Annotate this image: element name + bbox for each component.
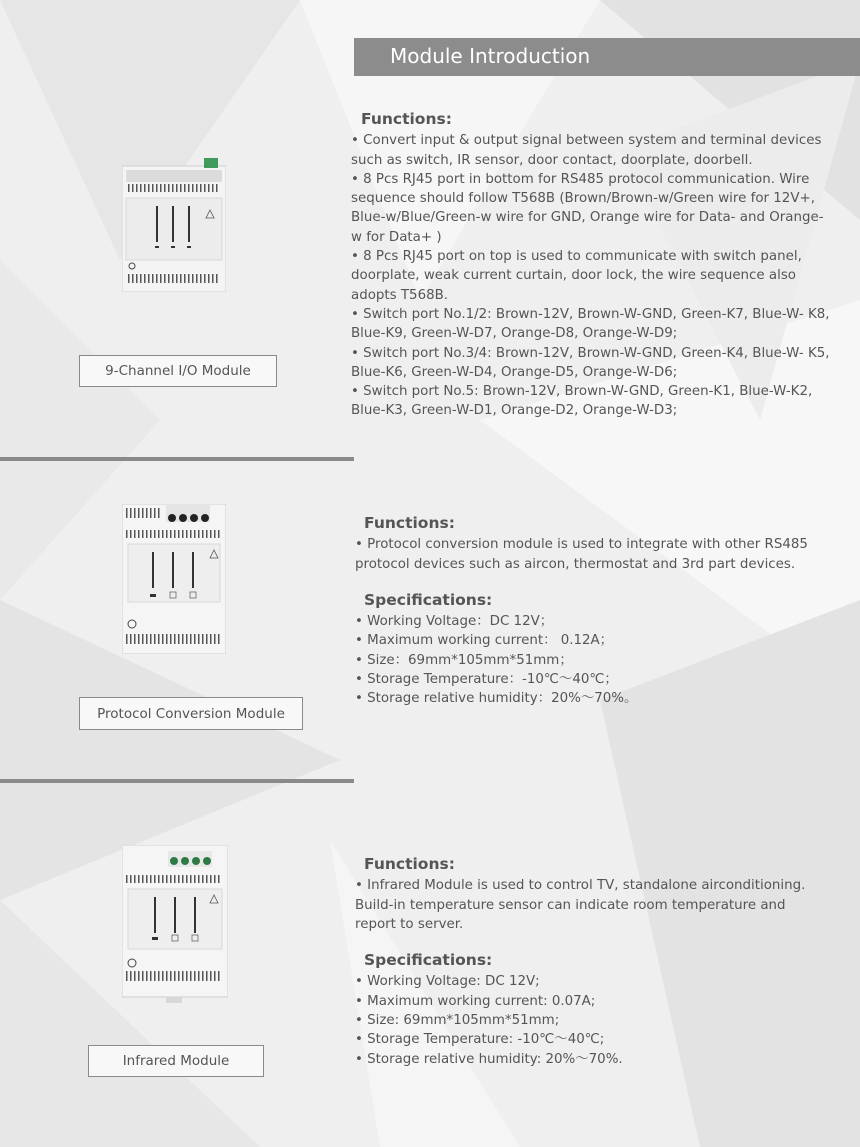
functions-line: • Switch port No.5: Brown-12V, Brown-W-GND, Green-K1, Blue-W-K2, [351, 384, 813, 400]
functions-line: w for Data+ ) [351, 229, 442, 245]
functions-line: • Protocol conversion module is used to integrate with other RS485 [355, 537, 808, 553]
spec-line: • Storage relative humidity: 20%～70%. [355, 1051, 623, 1067]
spec-line: • Storage Temperature：-10℃～40℃； [355, 672, 618, 688]
functions-line: protocol devices such as aircon, thermostat and 3rd part devices. [355, 556, 796, 572]
spec-line: • Storage Temperature: -10℃～40℃; [355, 1032, 605, 1048]
functions-line: such as switch, IR sensor, door contact, doorplate, doorbell. [351, 152, 753, 168]
section-divider [0, 779, 354, 783]
spec-line: • Storage relative humidity：20%～70%。 [355, 691, 638, 707]
functions-line: • Infrared Module is used to control TV, standalone airconditioning. [355, 878, 806, 894]
module-label-infrared: Infrared Module [88, 1045, 264, 1077]
spec-line: • Size: 69mm*105mm*51mm; [355, 1013, 560, 1029]
functions-block-protocol [355, 514, 808, 709]
functions-line: Blue-K6, Green-W-D4, Orange-D5, Orange-W-D6; [351, 364, 678, 380]
section-banner [354, 38, 860, 76]
spec-line: • Size：69mm*105mm*51mm； [355, 652, 573, 668]
functions-block-infrared [355, 855, 805, 1069]
module-label-io: 9-Channel I/O Module [79, 355, 277, 387]
functions-line: Blue-K9, Green-W-D7, Orange-D8, Orange-W-D9; [351, 326, 678, 342]
functions-line: Blue-w/Blue/Green-w wire for GND, Orange wire for Data- and Orange- [351, 210, 824, 226]
infrared-module-image [122, 845, 228, 1005]
module-label-protocol: Protocol Conversion Module [79, 697, 303, 730]
spec-line: • Working Voltage: DC 12V; [355, 974, 540, 990]
functions-line: • Switch port No.3/4: Brown-12V, Brown-W-GND, Green-K4, Blue-W- K5, [351, 345, 830, 361]
specifications-heading: Specifications: [364, 590, 493, 609]
section-divider [0, 457, 354, 461]
spec-line: • Maximum working current： 0.12A； [355, 633, 614, 649]
functions-line: sequence should follow T568B (Brown/Brown-w/Green wire for 12V+, [351, 191, 815, 207]
functions-block-io [351, 110, 830, 421]
protocol-module-image [122, 504, 226, 654]
functions-line: report to server. [355, 916, 464, 932]
functions-line: Build-in temperature sensor can indicate room temperature and [355, 897, 786, 913]
functions-heading: Functions: [361, 110, 452, 128]
functions-line: • Convert input & output signal between system and terminal devices [351, 133, 822, 149]
functions-line: Blue-K3, Green-W-D1, Orange-D2, Orange-W-D3; [351, 403, 678, 419]
io-module-image [122, 158, 226, 292]
functions-line: adopts T568B. [351, 287, 449, 303]
spec-line: • Working Voltage：DC 12V； [355, 614, 554, 630]
page-title: Module Introduction [390, 44, 591, 68]
functions-heading: Functions: [364, 855, 455, 873]
specifications-heading: Specifications: [364, 951, 493, 970]
functions-line: • Switch port No.1/2: Brown-12V, Brown-W-GND, Green-K7, Blue-W- K8, [351, 306, 830, 322]
functions-line: doorplate, weak current curtain, door lock, the wire sequence also [351, 268, 796, 284]
spec-line: • Maximum working current: 0.07A; [355, 993, 596, 1009]
functions-line: • 8 Pcs RJ45 port on top is used to communicate with switch panel, [351, 249, 802, 265]
functions-line: • 8 Pcs RJ45 port in bottom for RS485 protocol communication. Wire [351, 171, 810, 187]
functions-heading: Functions: [364, 514, 455, 532]
